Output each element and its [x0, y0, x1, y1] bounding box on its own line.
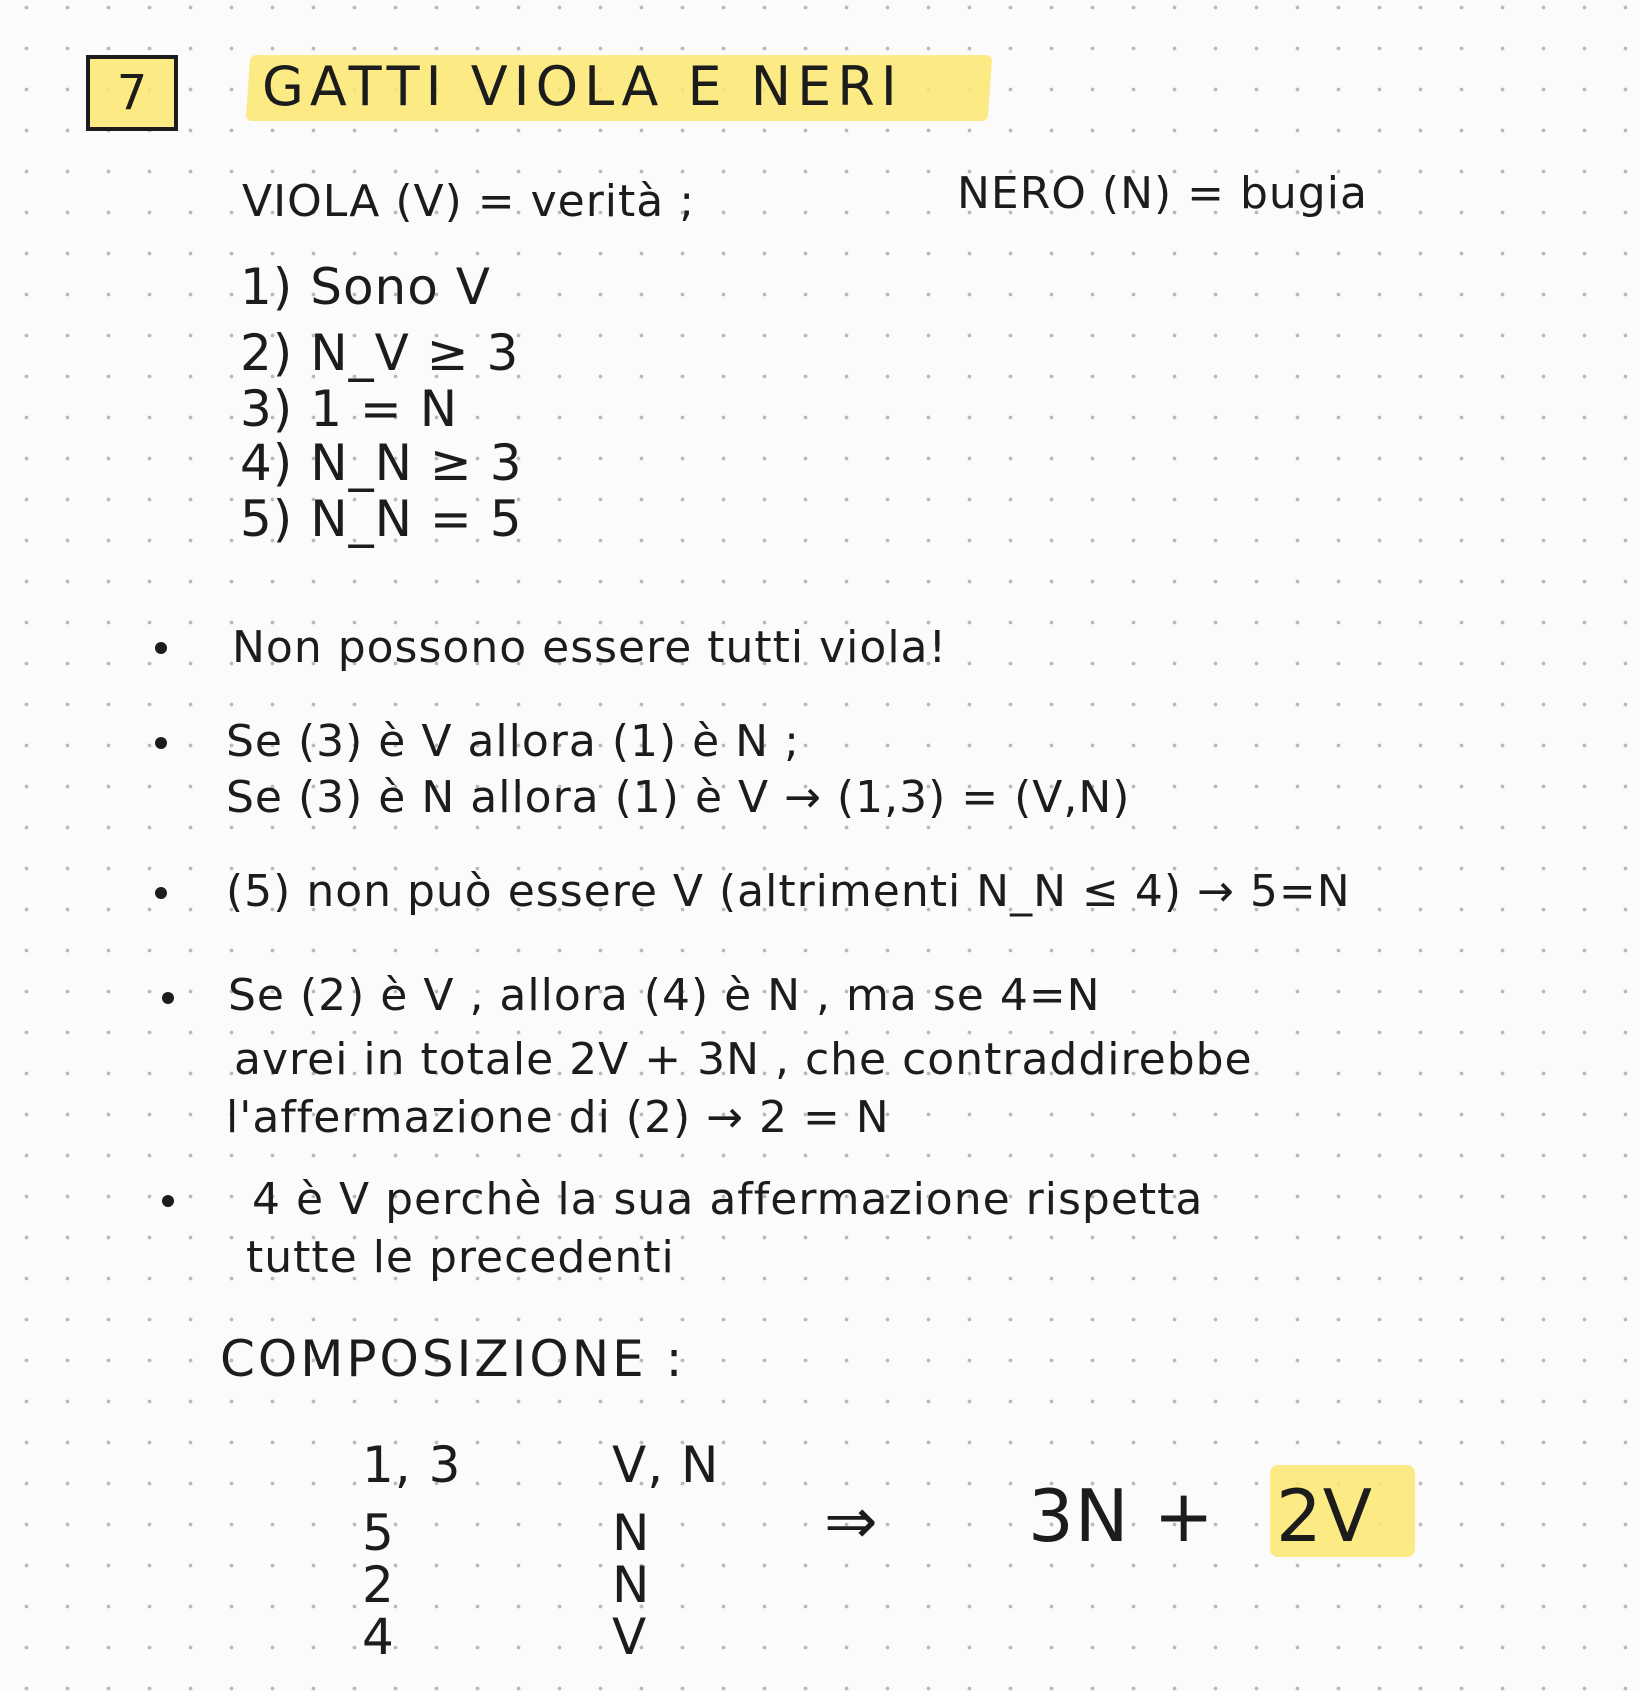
- composition-left-item: 2: [362, 1556, 395, 1614]
- legend-viola: VIOLA (V) = verità ;: [242, 176, 696, 227]
- statement-3: 3) 1 = N: [240, 380, 459, 438]
- bullet-dot: [162, 992, 174, 1004]
- bullet-dot: [155, 887, 167, 899]
- composition-title: COMPOSIZIONE :: [220, 1330, 686, 1388]
- composition-left-item: 1, 3: [362, 1436, 462, 1494]
- problem-number-box: [86, 55, 178, 131]
- reasoning-line: Se (3) è V allora (1) è N ;: [226, 716, 800, 767]
- reasoning-line: l'affermazione di (2) → 2 = N: [226, 1092, 890, 1143]
- reasoning-line: Non possono essere tutti viola!: [232, 622, 948, 673]
- statement-2: 2) N_V ≥ 3: [240, 324, 520, 382]
- result-violet-count: 2V: [1276, 1474, 1374, 1558]
- page-title: GATTI VIOLA E NERI: [262, 55, 903, 118]
- reasoning-line: Se (3) è N allora (1) è V → (1,3) = (V,N): [226, 772, 1131, 823]
- composition-right-item: V, N: [612, 1436, 720, 1494]
- bullet-dot: [155, 642, 167, 654]
- reasoning-line: 4 è V perchè la sua affermazione rispetta: [252, 1174, 1204, 1225]
- composition-right-item: N: [612, 1556, 651, 1614]
- statement-4: 4) N_N ≥ 3: [240, 434, 523, 492]
- reasoning-line: (5) non può essere V (altrimenti N_N ≤ 4) → 5=N: [226, 866, 1351, 917]
- statement-1: 1) Sono V: [240, 258, 491, 316]
- composition-right-item: V: [612, 1608, 648, 1666]
- reasoning-line: avrei in totale 2V + 3N , che contraddirebbe: [234, 1034, 1253, 1085]
- statement-5: 5) N_N = 5: [240, 490, 523, 548]
- implies-arrow: ⇒: [824, 1485, 879, 1559]
- result-black-count: 3N +: [1028, 1474, 1215, 1558]
- problem-number: 7: [116, 65, 148, 121]
- composition-left-item: 5: [362, 1504, 395, 1562]
- composition-left-item: 4: [362, 1608, 395, 1666]
- reasoning-line: tutte le precedenti: [246, 1232, 675, 1283]
- bullet-dot: [155, 737, 167, 749]
- reasoning-line: Se (2) è V , allora (4) è N , ma se 4=N: [228, 970, 1101, 1021]
- legend-nero: NERO (N) = bugia: [957, 168, 1368, 219]
- bullet-dot: [162, 1195, 174, 1207]
- composition-right-item: N: [612, 1504, 651, 1562]
